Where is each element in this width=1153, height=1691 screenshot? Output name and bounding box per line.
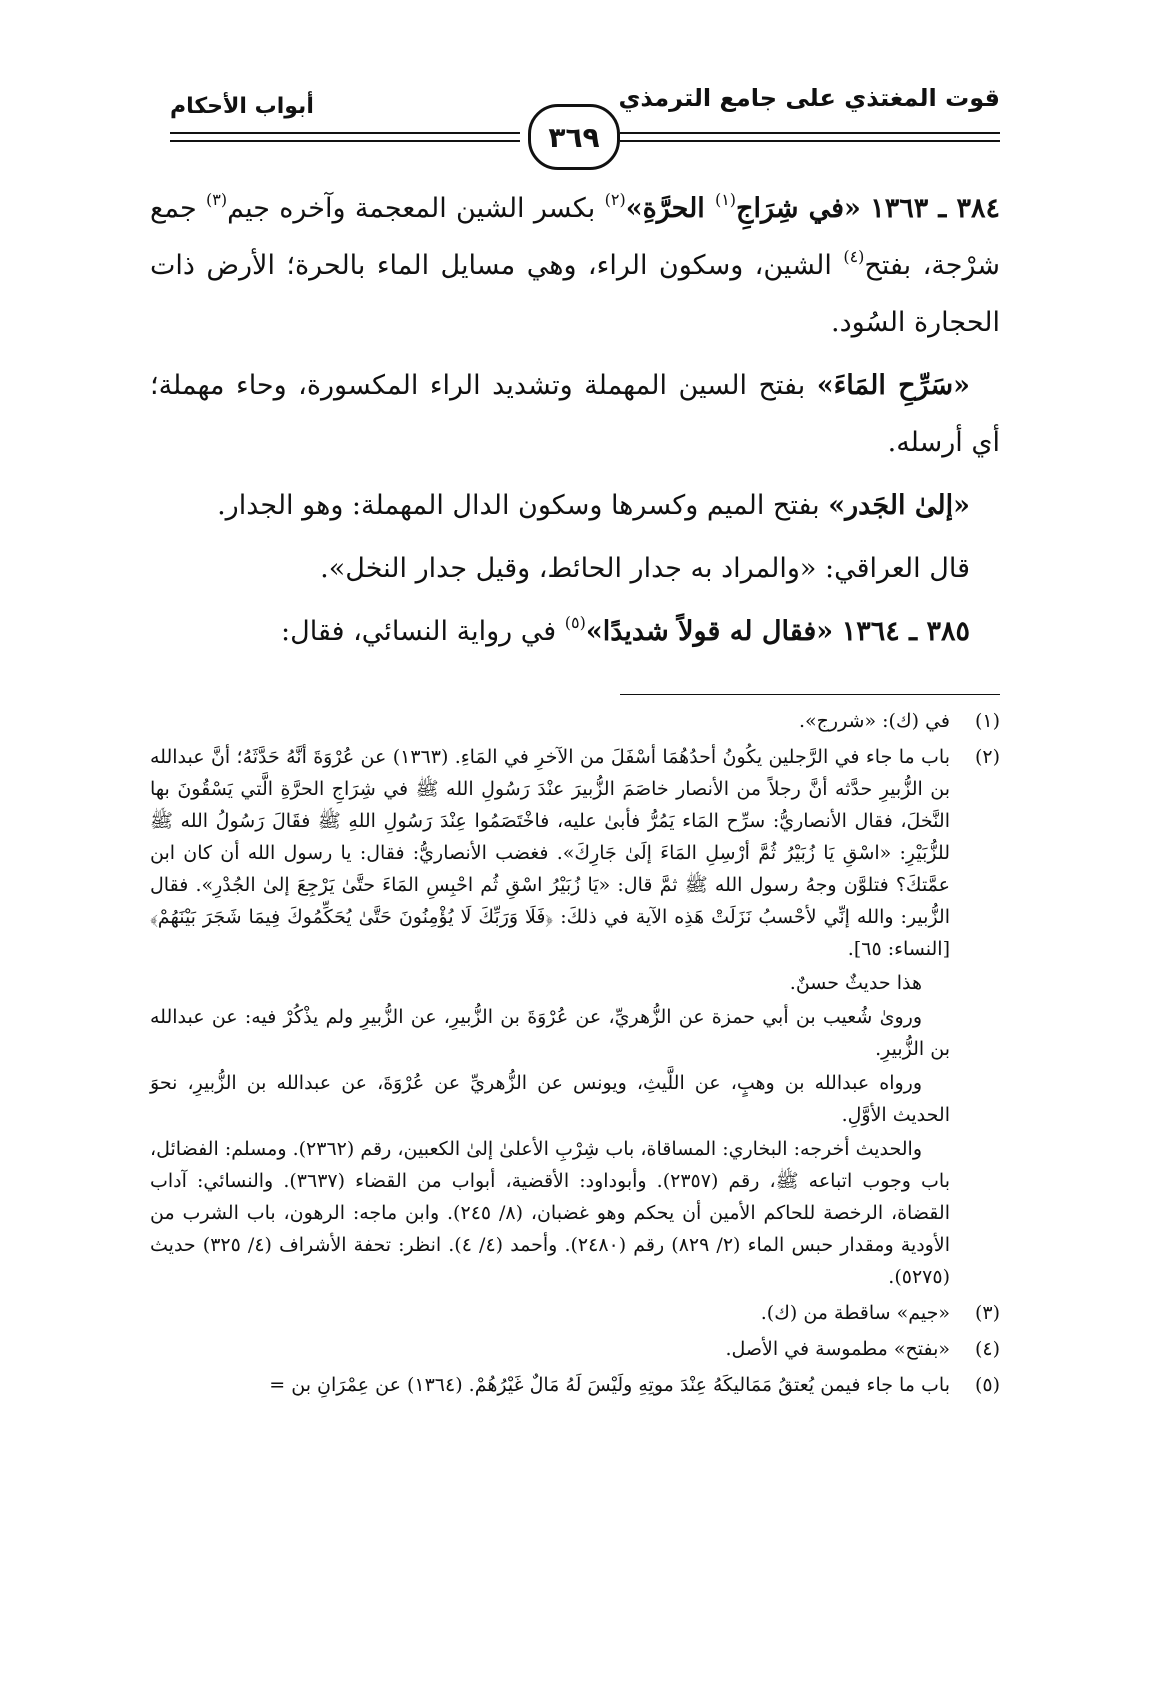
- body-text: جمع شرْجة، بفتح: [150, 193, 1001, 281]
- footnote-number: (٢): [974, 746, 1000, 768]
- paragraph-5: [150, 603, 1000, 660]
- paragraph-2: [150, 357, 1000, 471]
- header-rule-left: [170, 132, 520, 142]
- body-text: بفتح السين المهملة وتشديد الراء المكسورة، وحاء مهملة؛ أي أرسله.: [150, 370, 1000, 458]
- paragraph-4: [150, 540, 1000, 597]
- footnotes: [150, 705, 1000, 1403]
- main-text: [150, 180, 1000, 660]
- footnote-marker: (١): [714, 190, 737, 209]
- footnote-5: [150, 1369, 1000, 1403]
- footnote-2: [150, 741, 1000, 1295]
- lemma: الحرَّةِ»: [625, 193, 715, 224]
- header-rule-right: [620, 132, 1000, 142]
- footnote-separator: [620, 694, 1000, 695]
- footnote-marker: (٥): [564, 613, 586, 632]
- lemma: «سَرِّحِ المَاءَ»: [816, 370, 970, 401]
- footnote-text: «بفتح» مطموسة في الأصل.: [725, 1338, 950, 1360]
- lemma: «فقال له قولاً شديدًا»: [585, 616, 834, 647]
- hadith-ref: ٣٨٤ ـ ١٣٦٣: [870, 193, 1000, 224]
- page-header: [150, 70, 1000, 180]
- footnote-number: (٥): [974, 1374, 1000, 1396]
- footnote-text: باب ما جاء في الرَّجلين يكُونُ أحدُهُمَا أسْفَلَ من الآخرِ في المَاءِ. (١٣٦٣) عن عُرْوَةَ أنَّهُ حَدَّثَهُ؛ أنَّ عبدالله بن الزُّبيرِ حدَّثه أنَّ رجلاً من الأنصار خاصَمَ الزُّبيرَ عنْدَ رَسُولِ الله ﷺ في شِرَاجِ الحرَّةِ الَّتي يَسْقُونَ بها النَّخلَ، فقال الأنصاريُّ: سرِّح المَاء يَمُرُّ فأبىٰ عليه، فاخْتَصَمُوا عِنْدَ رَسُولِ اللهِ ﷺ فقَالَ رَسُولُ الله ﷺ للزُّبَيْرِ: «اسْقِ يَا زُبَيْرُ ثُمَّ أرْسِلِ المَاءَ إلَىٰ جَارِكَ». فغضب الأنصاريُّ: فقال: يا رسول الله أن كان ابن عمَّتكَ؟ فتلوَّن وجهُ رسول الله ﷺ ثمَّ قال: «يَا زُبَيْرُ اسْقِ ثُم احْبِسِ المَاءَ حتَّىٰ يَرْجِعَ إلىٰ الجُدْرِ». فقال الزُّبير: والله إنِّي لأحْسبُ نَزَلَتْ هَذِه الآية في ذلكَ: ﴿فَلَا وَرَبِّكَ لَا يُؤْمِنُونَ حَتَّىٰ يُحَكِّمُوكَ فِيمَا شَجَرَ بَيْنَهُمْ﴾ [النساء: ٦٥].: [150, 746, 950, 960]
- footnote-1: [150, 705, 1000, 739]
- footnote-text: والحديث أخرجه: البخاري: المساقاة، باب شِرْبِ الأعلىٰ إلىٰ الكعبين، رقم (٢٣٦٢). ومسلم: الفضائل، باب وجوب اتباعه ﷺ، رقم (٢٣٥٧). وأبوداود: الأقضية، أبواب من القضاء (٣٦٣٧). والنسائي: آداب القضاة، الرخصة للحاكم الأمين أن يحكم وهو غضبان، (٨/ ٢٤٥). وابن ماجه: الرهون، باب الشرب من الأودية ومقدار حبس الماء (٢/ ٨٢٩) رقم (٢٤٨٠). وأحمد (٤/ ٤). انظر: تحفة الأشراف (٤/ ٣٢٥) حديث (٥٢٧٥).: [150, 1138, 951, 1288]
- section-title: أبواب الأحكام: [170, 94, 314, 119]
- book-page: [150, 70, 1000, 1650]
- body-text: في رواية النسائي، فقال:: [281, 616, 565, 647]
- footnote-number: (٣): [974, 1302, 1000, 1324]
- footnote-text: «جيم» ساقطة من (ك).: [760, 1302, 950, 1324]
- footnote-text: في (ك): «شررج».: [798, 710, 950, 732]
- body-text: قال العراقي: «والمراد به جدار الحائط، وقيل جدار النخل».: [320, 553, 970, 584]
- paragraph-3: [150, 477, 1000, 534]
- book-title: قوت المغتذي على جامع الترمذي: [618, 84, 1000, 112]
- body-text: بفتح الميم وكسرها وسكون الدال المهملة: وهو الجدار.: [217, 490, 829, 521]
- lemma: «في شِرَاجِ: [736, 193, 861, 224]
- footnote-3: [150, 1297, 1000, 1331]
- footnote-text: وروىٰ شُعيب بن أبي حمزة عن الزُّهريِّ، عن عُرْوَةَ بن الزُّبيرِ، عن الزُّبيرِ ولم يذْكُرْ فيه: عن عبدالله بن الزُّبيرِ.: [150, 1006, 950, 1060]
- footnote-text: هذا حديثٌ حسنٌ.: [789, 972, 922, 994]
- footnote-number: (١): [974, 710, 1000, 732]
- body-text: الشين، وسكون الراء، وهي مسايل الماء بالحرة؛ الأرض ذات الحجارة السُود.: [150, 250, 1000, 338]
- footnote-marker: (٢): [604, 190, 626, 209]
- footnote-4: [150, 1333, 1000, 1367]
- footnote-marker: (٣): [206, 190, 228, 209]
- page-number: ٣٦٩: [528, 104, 620, 170]
- hadith-ref: ٣٨٥ ـ ١٣٦٤: [841, 616, 970, 647]
- lemma: «إلىٰ الجَدر»: [828, 490, 970, 521]
- footnote-text: باب ما جاء فيمن يُعتقُ مَمَاليكَهُ عِنْدَ موتِهِ ولَيْسَ لَهُ مَالٌ غَيْرُهُمْ. (١٣٦٤) عن عِمْرَانِ بن =: [269, 1374, 950, 1396]
- footnote-text: ورواه عبدالله بن وهبٍ، عن اللَّيثِ، ويونس عن الزُّهريِّ عن عُرْوَةَ، عن عبدالله بن الزُّبيرِ، نحوَ الحديث الأوَّلِ.: [150, 1072, 950, 1126]
- footnote-number: (٤): [974, 1338, 1000, 1360]
- body-text: بكسر الشين المعجمة وآخره جيم: [227, 193, 605, 224]
- paragraph-1: [150, 180, 1000, 351]
- footnote-marker: (٤): [843, 247, 865, 266]
